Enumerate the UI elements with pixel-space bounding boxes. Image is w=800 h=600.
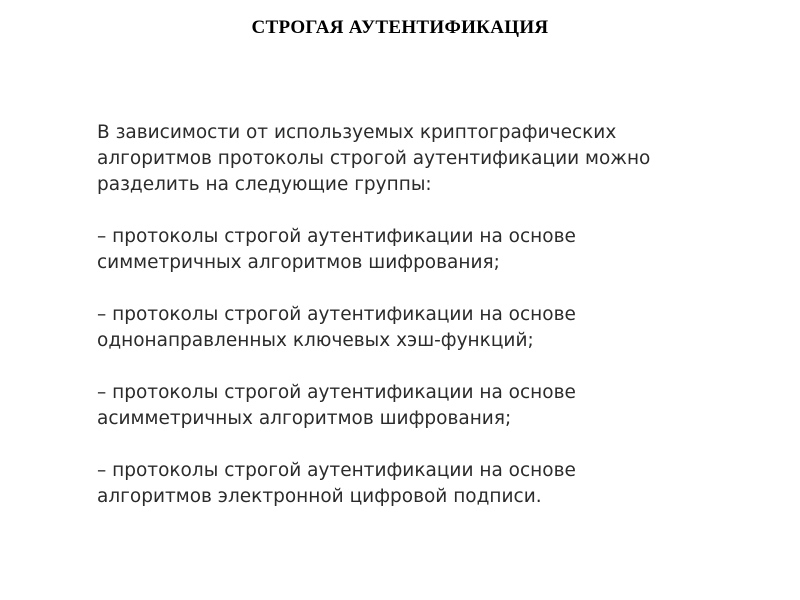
list-item-line: алгоритмов электронной цифровой подписи. <box>97 486 542 507</box>
list-item-line: – протоколы строгой аутентификации на основе <box>97 460 576 481</box>
list-item-line: – протоколы строгой аутентификации на основе <box>97 226 576 247</box>
list-item-asymmetric <box>97 380 777 432</box>
list-item-signature <box>97 458 777 510</box>
intro-paragraph <box>97 120 777 198</box>
intro-line: алгоритмов протоколы строгой аутентификации можно <box>97 148 651 169</box>
slide-body <box>97 120 777 536</box>
list-item-line: однонаправленных ключевых хэш-функций; <box>97 330 534 351</box>
slide-title: СТРОГАЯ АУТЕНТИФИКАЦИЯ <box>251 17 549 38</box>
intro-line: разделить на следующие группы: <box>97 174 432 195</box>
list-item-line: – протоколы строгой аутентификации на основе <box>97 382 576 403</box>
intro-line: В зависимости от используемых криптографических <box>97 122 617 143</box>
list-item-hash <box>97 302 777 354</box>
list-item-line: – протоколы строгой аутентификации на основе <box>97 304 576 325</box>
list-item-symmetric <box>97 224 777 276</box>
list-item-line: симметричных алгоритмов шифрования; <box>97 252 500 273</box>
list-item-line: асимметричных алгоритмов шифрования; <box>97 408 512 429</box>
